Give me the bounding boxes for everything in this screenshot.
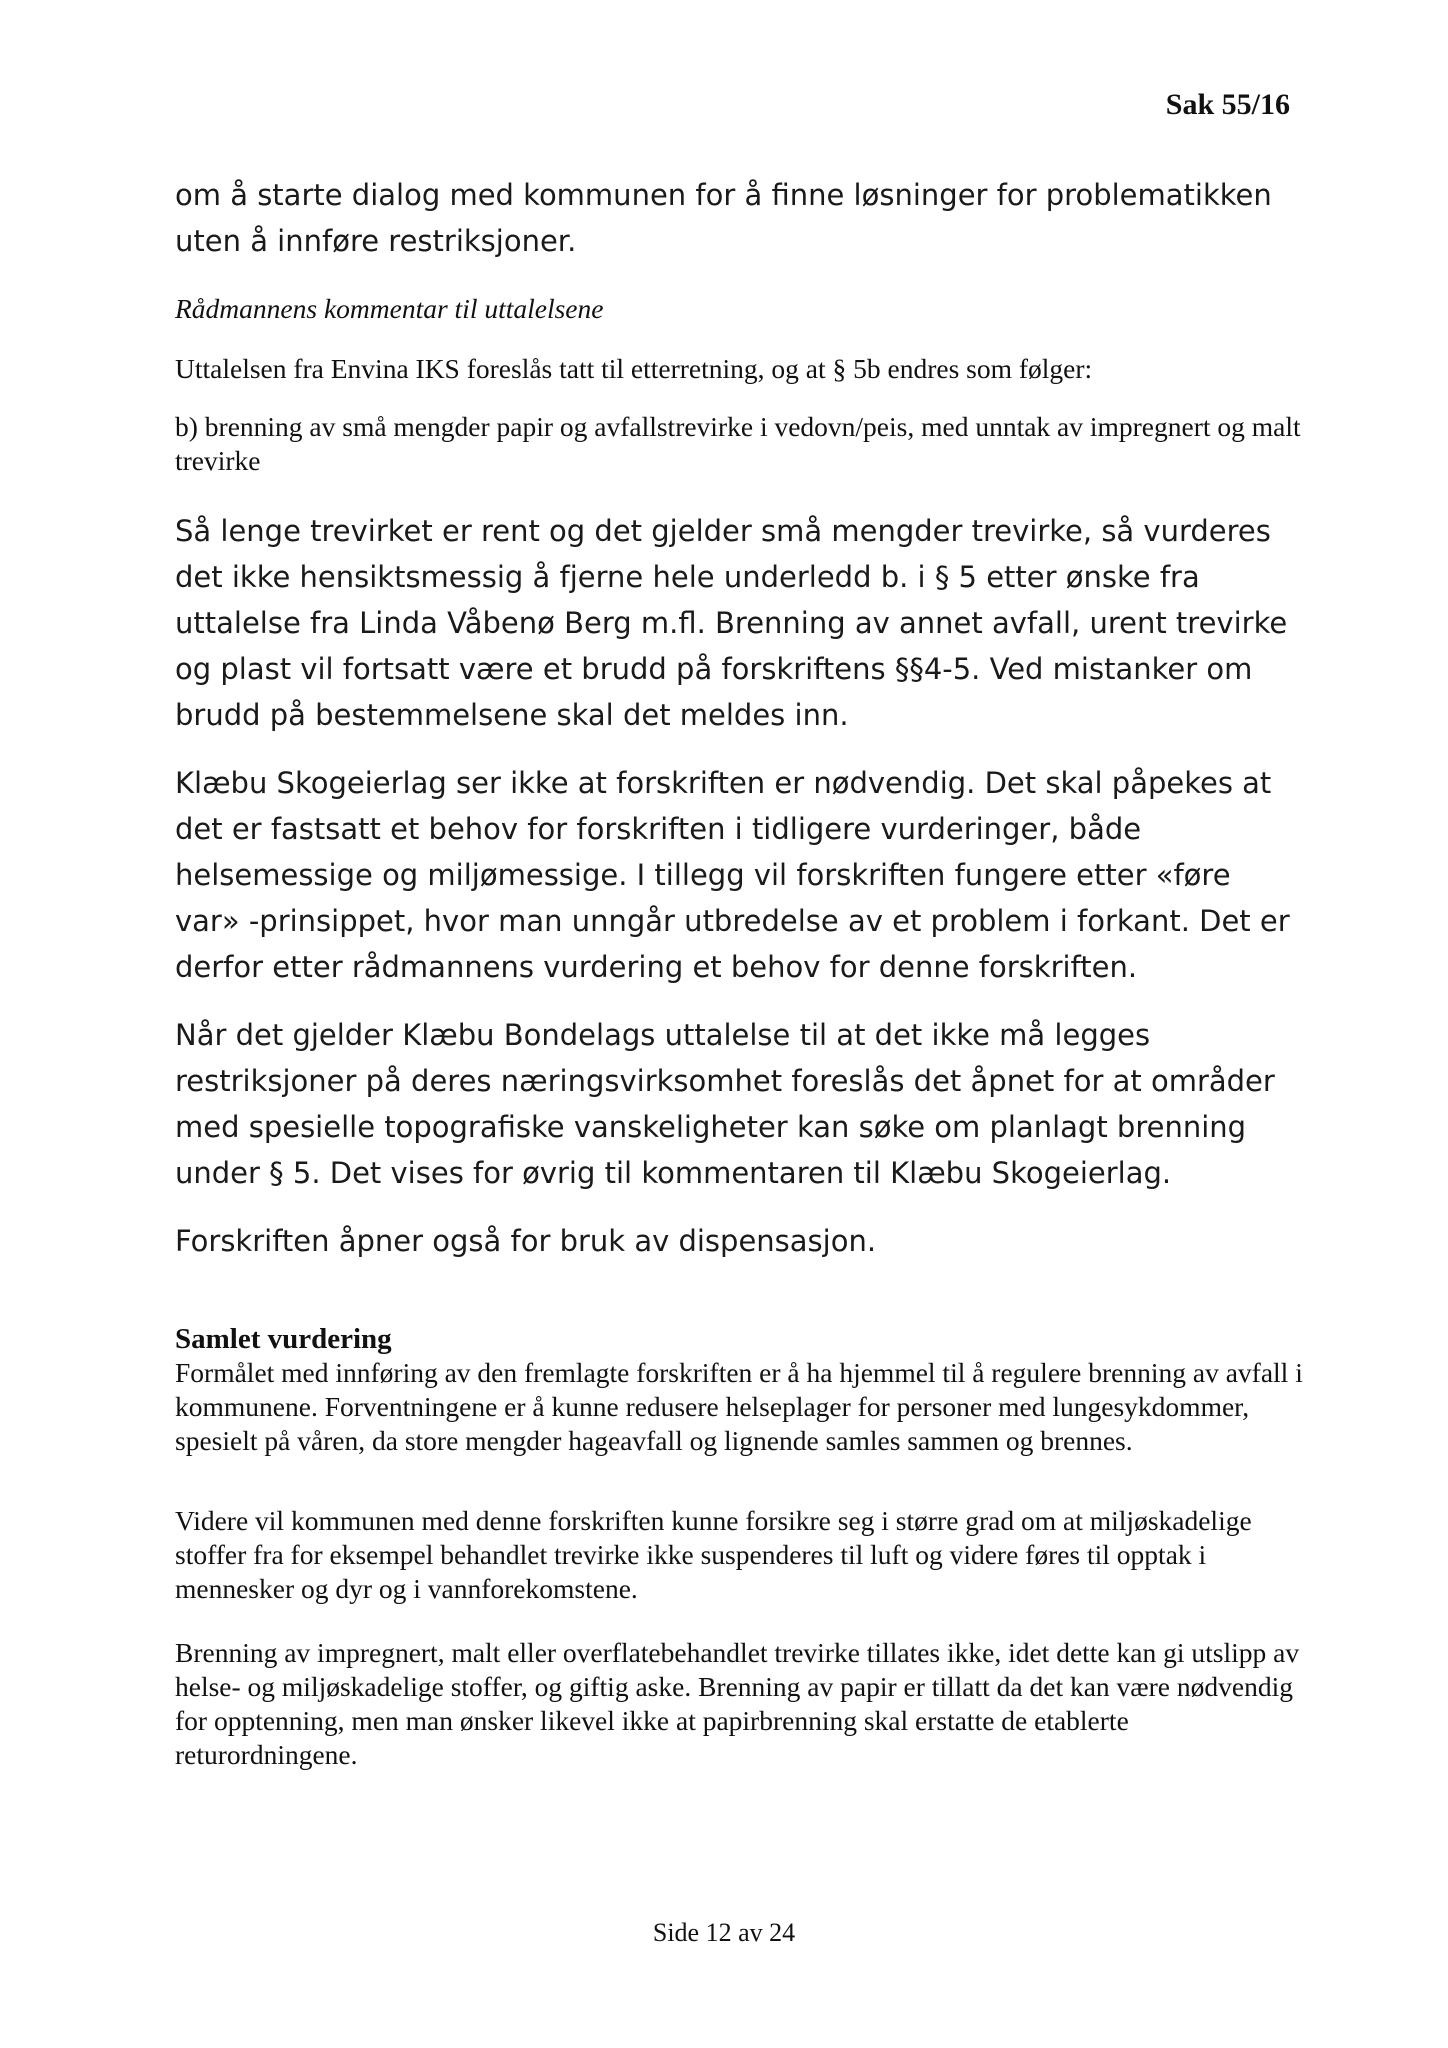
amendment-b: b) brenning av små mengder papir og avfallstrevirke i vedovn/peis, med unntak av impregnert og malt trevirke — [175, 411, 1301, 476]
assessment-paragraph-1: Formålet med innføring av den fremlagte forskriften er å ha hjemmel til å regulere brenning av avfall i kommunene. Forventningene er å kunne redusere helseplager for personer med lungesykdommer, spesielt på våren, da store mengder hageavfall og lignende samles sammen og brennes. — [175, 1357, 1303, 1456]
assessment-paragraph-3: Brenning av impregnert, malt eller overflatebehandlet trevirke tillates ikke, idet dette kan gi utslipp av helse- og miljøskadelige stoffer, og giftig aske. Brenning av papir er tillatt da det kan være nødvendig for opptenning, men man ønsker likevel ikke at papirbrenning skal erstatte de etablerte returordningene. — [175, 1637, 1300, 1770]
paragraph-dispensasjon: Forskriften åpner også for bruk av dispensasjon. — [175, 1224, 877, 1258]
envina-statement: Uttalelsen fra Envina IKS foreslås tatt til etterretning, og at § 5b endres som følger: — [175, 353, 1093, 384]
paragraph-skogeierlag: Klæbu Skogeierlag ser ikke at forskriften er nødvendig. Det skal påpekes at det er fastsatt et behov for forskriften i tidligere vurderinger, både helsemessige og miljømessige. I tillegg vil forskriften fungere etter «føre var» -prinsippet, hvor man unngår utbredelse av et problem i forkant. Det er derfor etter rådmannens vurdering et behov for denne forskriften. — [175, 766, 1290, 984]
intro-paragraph: om å starte dialog med kommunen for å finne løsninger for problematikken uten å innføre restriksjoner. — [175, 178, 1272, 258]
assessment-heading: Samlet vurdering — [175, 1323, 392, 1355]
assessment-paragraph-2: Videre vil kommunen med denne forskriften kunne forsikre seg i større grad om at miljøskadelige stoffer fra for eksempel behandlet trevirke ikke suspenderes til luft og videre føres til opptak i mennesker og dyr og i vannforekomstene. — [175, 1505, 1252, 1604]
paragraph-bondelag: Når det gjelder Klæbu Bondelags uttalelse til at det ikke må legges restriksjoner på deres næringsvirksomhet foreslås det åpnet for at områder med spesielle topografiske vanskeligheter kan søke om planlagt brenning under § 5. Det vises for øvrig til kommentaren til Klæbu Skogeierlag. — [175, 1018, 1275, 1190]
paragraph-trevirke: Så lenge trevirket er rent og det gjelder små mengder trevirke, så vurderes det ikke hensiktsmessig å fjerne hele underledd b. i § 5 etter ønske fra uttalelse fra Linda Våbenø Berg m.fl. Brenning av annet avfall, urent trevirke og plast vil fortsatt være et brudd på forskriftens §§4-5. Ved mistanker om brudd på bestemmelsene skal det meldes inn. — [175, 514, 1288, 732]
page-number: Side 12 av 24 — [652, 1918, 796, 1947]
comment-heading: Rådmannens kommentar til uttalelsene — [175, 293, 604, 324]
case-number: Sak 55/16 — [1165, 88, 1290, 121]
